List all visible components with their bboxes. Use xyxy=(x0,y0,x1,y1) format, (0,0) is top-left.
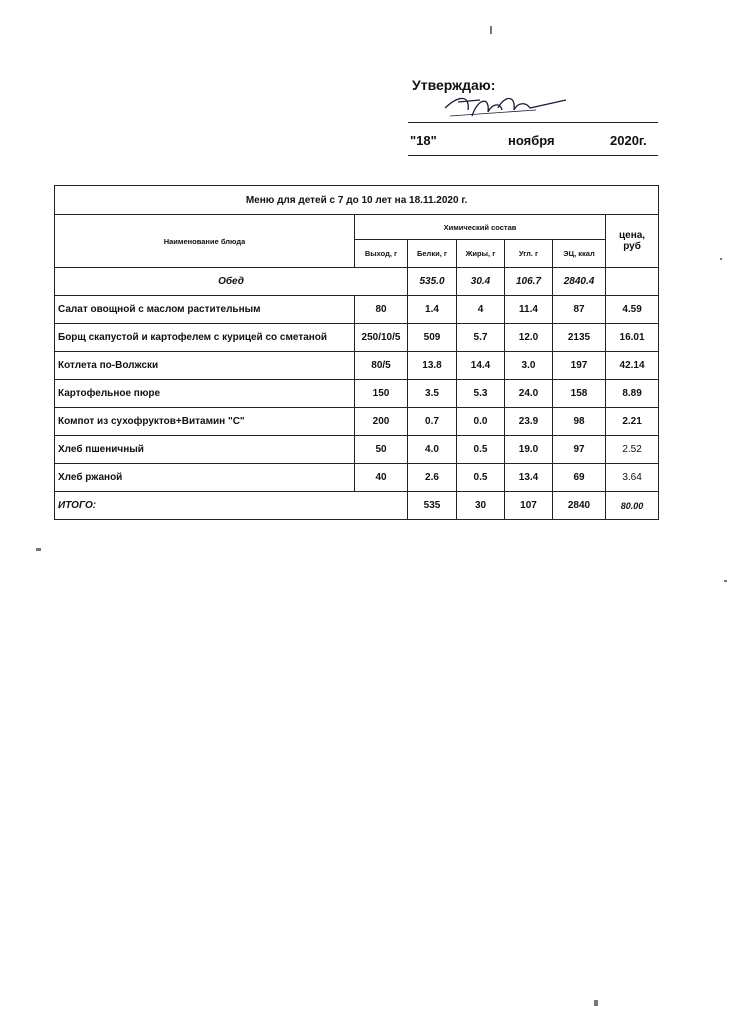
section-empty xyxy=(606,268,659,296)
scan-mark xyxy=(490,26,492,34)
total-label: ИТОГО: xyxy=(55,492,408,520)
dish-protein: 4.0 xyxy=(408,436,457,464)
total-protein: 535 xyxy=(408,492,457,520)
total-energy: 2840 xyxy=(553,492,606,520)
dish-name: Котлета по-Волжски xyxy=(55,352,355,380)
dish-yield: 150 xyxy=(355,380,408,408)
table-row xyxy=(55,324,659,352)
dish-carbs: 23.9 xyxy=(505,408,553,436)
scan-mark xyxy=(724,580,727,582)
yield-header: Выход, г xyxy=(355,240,408,268)
dish-energy: 197 xyxy=(553,352,606,380)
chem-composition-header: Химический состав xyxy=(355,215,606,240)
dish-name: Хлеб ржаной xyxy=(55,464,355,492)
dish-carbs: 12.0 xyxy=(505,324,553,352)
table-row xyxy=(55,408,659,436)
title-row xyxy=(55,186,659,215)
dish-price: 4.59 xyxy=(606,296,659,324)
section-carbs: 2840.4 xyxy=(553,268,606,296)
dish-fat: 5.3 xyxy=(457,380,505,408)
dish-name: Компот из сухофруктов+Витамин "С" xyxy=(55,408,355,436)
section-row xyxy=(55,268,659,296)
dish-protein: 3.5 xyxy=(408,380,457,408)
total-row xyxy=(55,492,659,520)
dish-yield: 40 xyxy=(355,464,408,492)
dish-energy: 2135 xyxy=(553,324,606,352)
dish-name: Борщ скапустой и картофелем с курицей со сметаной xyxy=(55,324,355,352)
fat-header: Жиры, г xyxy=(457,240,505,268)
protein-header: Белки, г xyxy=(408,240,457,268)
header-row xyxy=(55,215,659,240)
table-row xyxy=(55,380,659,408)
signature xyxy=(440,86,570,126)
dish-fat: 0.0 xyxy=(457,408,505,436)
dish-fat: 14.4 xyxy=(457,352,505,380)
scan-mark xyxy=(594,1000,598,1006)
table-row xyxy=(55,464,659,492)
table-row xyxy=(55,296,659,324)
date-line xyxy=(408,155,658,156)
dish-protein: 1.4 xyxy=(408,296,457,324)
section-yield: 535.0 xyxy=(408,268,457,296)
dish-energy: 158 xyxy=(553,380,606,408)
menu-title: Меню для детей с 7 до 10 лет на 18.11.2020 г. xyxy=(55,186,659,215)
dish-yield: 250/10/5 xyxy=(355,324,408,352)
dish-fat: 0.5 xyxy=(457,464,505,492)
dish-yield: 80/5 xyxy=(355,352,408,380)
table-row xyxy=(55,352,659,380)
dish-carbs: 13.4 xyxy=(505,464,553,492)
dish-energy: 69 xyxy=(553,464,606,492)
scan-mark xyxy=(720,258,722,260)
dish-carbs: 19.0 xyxy=(505,436,553,464)
table-row xyxy=(55,436,659,464)
carbs-header: Угл. г xyxy=(505,240,553,268)
dish-energy: 87 xyxy=(553,296,606,324)
dish-energy: 97 xyxy=(553,436,606,464)
price-header: цена, руб xyxy=(606,215,659,268)
menu-table xyxy=(54,185,659,520)
approval-month: ноября xyxy=(508,133,555,148)
dish-price: 16.01 xyxy=(606,324,659,352)
dish-protein: 509 xyxy=(408,324,457,352)
total-fat: 30 xyxy=(457,492,505,520)
dish-price: 2.52 xyxy=(606,436,659,464)
section-label: Обед xyxy=(55,268,408,296)
dish-fat: 5.7 xyxy=(457,324,505,352)
scan-mark xyxy=(36,548,41,551)
dish-price: 8.89 xyxy=(606,380,659,408)
dish-energy: 98 xyxy=(553,408,606,436)
dish-price: 2.21 xyxy=(606,408,659,436)
approval-label: Утверждаю: xyxy=(412,77,496,93)
dish-price: 3.64 xyxy=(606,464,659,492)
approval-day: "18" xyxy=(410,133,437,148)
dish-yield: 200 xyxy=(355,408,408,436)
dish-carbs: 11.4 xyxy=(505,296,553,324)
dish-fat: 0.5 xyxy=(457,436,505,464)
section-protein: 30.4 xyxy=(457,268,505,296)
total-price: 80.00 xyxy=(606,492,659,520)
dish-name: Хлеб пшеничный xyxy=(55,436,355,464)
approval-year: 2020г. xyxy=(610,133,647,148)
dish-fat: 4 xyxy=(457,296,505,324)
dish-protein: 2.6 xyxy=(408,464,457,492)
dish-yield: 80 xyxy=(355,296,408,324)
dish-price: 42.14 xyxy=(606,352,659,380)
dish-name: Салат овощной с маслом растительным xyxy=(55,296,355,324)
dish-protein: 0.7 xyxy=(408,408,457,436)
dish-yield: 50 xyxy=(355,436,408,464)
dish-name: Картофельное пюре xyxy=(55,380,355,408)
energy-header: ЭЦ, ккал xyxy=(553,240,606,268)
total-carbs: 107 xyxy=(505,492,553,520)
section-fat: 106.7 xyxy=(505,268,553,296)
dish-protein: 13.8 xyxy=(408,352,457,380)
dish-name-header: Наименование блюда xyxy=(55,215,355,268)
signature-line xyxy=(408,122,658,123)
dish-carbs: 24.0 xyxy=(505,380,553,408)
dish-carbs: 3.0 xyxy=(505,352,553,380)
